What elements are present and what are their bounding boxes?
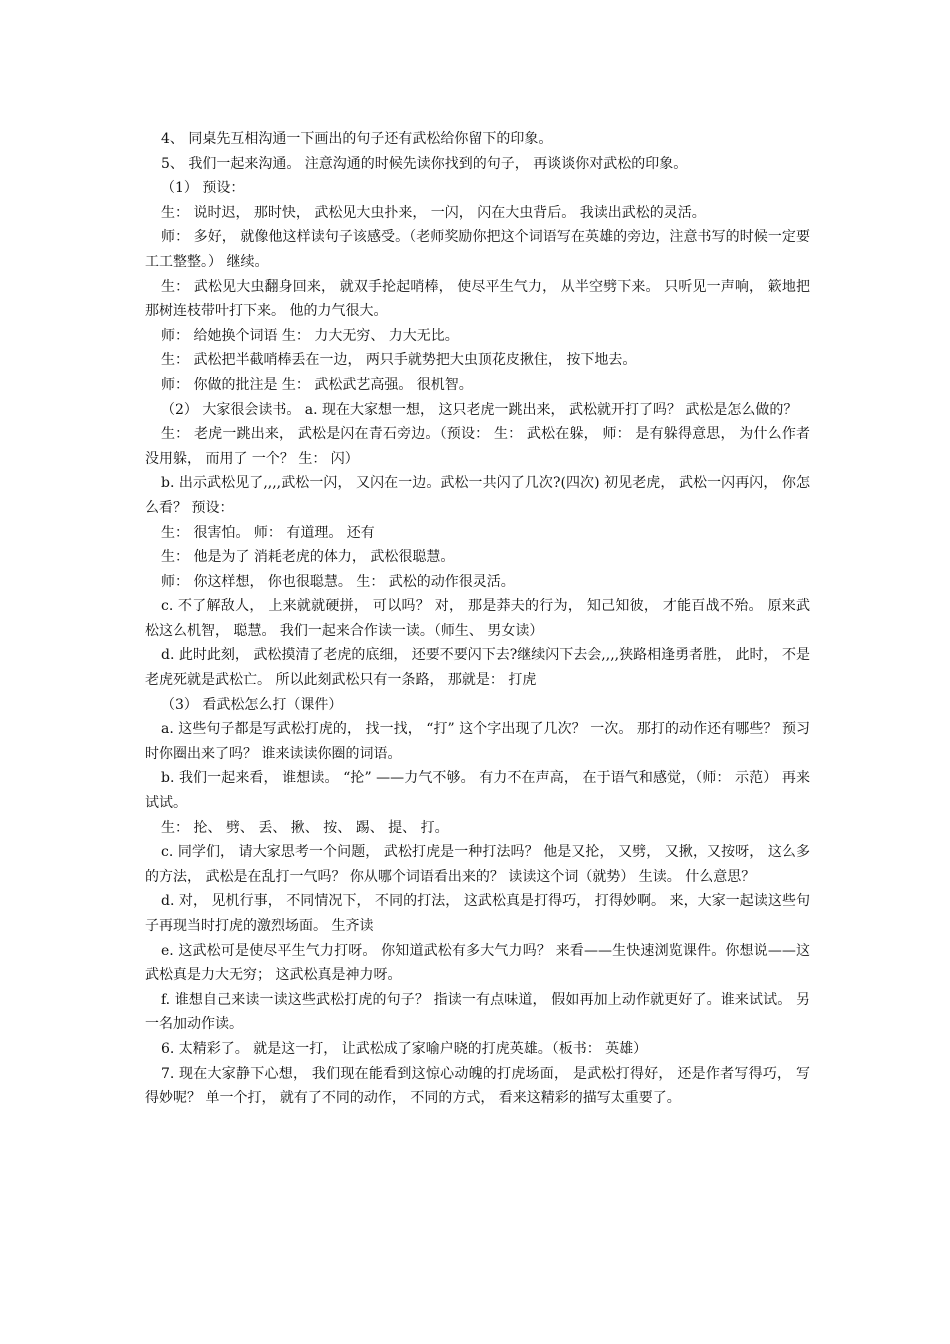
paragraph-student-4: 生： 老虎一跳出来， 武松是闪在青石旁边。（预设： 生： 武松在躲， 师： 是有躲得意思， 为什么作者没用躲， 而用了 一个？ 生： 闪） xyxy=(145,426,810,467)
paragraph-student-7: 生： 抡、 劈、 丢、 揪、 按、 踢、 提、 打。 xyxy=(161,819,449,836)
paragraph-item-d2: d. 对， 见机行事， 不同情况下， 不同的打法， 这武松真是打得巧， 打得妙啊。 来，大家一起读这些句子再现当时打虎的激烈场面。 生齐读 xyxy=(145,893,810,934)
paragraph-item-c2: c. 同学们， 请大家思考一个问题， 武松打虎是一种打法吗？ 他是又抡， 又劈， 又揪，又按呀， 这么多的方法， 武松是在乱打一气吗？ 你从哪个词语看出来的？ 读读这个词（就势） 生读。 什么意思？ xyxy=(145,844,810,885)
paragraph-student-1: 生： 说时迟， 那时快， 武松见大虫扑来， 一闪， 闪在大虫背后。 我读出武松的灵活。 xyxy=(161,204,706,221)
paragraph-item-d: d. 此时此刻， 武松摸清了老虎的底细， 还要不要闪下去?继续闪下去会,,,,狭路相逢勇者胜， 此时， 不是老虎死就是武松亡。 所以此刻武松只有一条路， 那就是： 打虎 xyxy=(145,647,810,689)
paragraph-item-b2: b. 我们一起来看， 谁想读。 “抡” ——力气不够。 有力不在声高， 在于语气和感觉，（师： 示范） 再来试试。 xyxy=(145,770,810,812)
paragraph-section-2: （2） 大家很会读书。 a. 现在大家想一想， 这只老虎一跳出来， 武松就开打了吗？ 武松是怎么做的？ xyxy=(161,401,798,418)
paragraph-teacher-1: 师： 多好， 就像他这样读句子该感受。（老师奖励你把这个词语写在英雄的旁边，注意书写的时候一定要工工整整。） 继续。 xyxy=(145,229,810,270)
paragraph-teacher-4: 师： 你这样想， 你也很聪慧。 生： 武松的动作很灵活。 xyxy=(161,573,515,590)
paragraph-item-c: c. 不了解敌人， 上来就就硬拼， 可以吗？ 对， 那是莽夫的行为， 知己知彼， 才能百战不殆。 原来武松这么机智， 聪慧。 我们一起来合作读一读。（师生、 男女读） xyxy=(145,598,810,639)
paragraph-section-3: （3） 看武松怎么打（课件） xyxy=(161,696,343,713)
document-page xyxy=(145,127,810,1111)
paragraph-student-6: 生： 他是为了 消耗老虎的体力， 武松很聪慧。 xyxy=(161,549,455,566)
paragraph-teacher-3: 师： 你做的批注是 生： 武松武艺高强。 很机智。 xyxy=(161,376,473,393)
paragraph-step-7: 7. 现在大家静下心想， 我们现在能看到这惊心动魄的打虎场面， 是武松打得好， 还是作者写得巧， 写得妙呢？ 单一个打， 就有了不同的动作， 不同的方式， 看来这精彩的描写太重要了。 xyxy=(145,1065,810,1107)
paragraph-teacher-2: 师： 给她换个词语 生： 力大无穷、 力大无比。 xyxy=(161,327,459,344)
paragraph-item-f2: f. 谁想自己来读一读这些武松打虎的句子？ 指读一有点味道， 假如再加上动作就更好了。谁来试试。 另一名加动作读。 xyxy=(145,991,810,1033)
paragraph-item-e2: e. 这武松可是使尽平生气力打呀。 你知道武松有多大气力吗？ 来看——生快速浏览课件。你想说——这武松真是力大无穷； 这武松真是神力呀。 xyxy=(145,942,810,984)
paragraph-preset-1: （1） 预设： xyxy=(161,180,245,197)
paragraph-step-6: 6. 太精彩了。 就是这一打， 让武松成了家喻户晓的打虎英雄。（板书： 英雄） xyxy=(161,1040,648,1057)
paragraph-step-4: 4、 同桌先互相沟通一下画出的句子还有武松给你留下的印象。 xyxy=(161,131,553,147)
paragraph-student-5: 生： 很害怕。 师： 有道理。 还有 xyxy=(161,524,375,541)
paragraph-student-2: 生： 武松见大虫翻身回来， 就双手抡起哨棒， 使尽平生气力， 从半空劈下来。 只听见一声响， 簌地把那树连枝带叶打下来。 他的力气很大。 xyxy=(145,278,810,320)
paragraph-item-b: b. 出示武松见了,,,,武松一闪， 又闪在一边。武松一共闪了几次?(四次) 初见老虎， 武松一闪再闪， 你怎么看？ 预设： xyxy=(145,475,810,516)
paragraph-item-a2: a. 这些句子都是写武松打虎的， 找一找， “打” 这个字出现了几次？ 一次。 那打的动作还有哪些？ 预习时你圈出来了吗？ 谁来读读你圈的词语。 xyxy=(145,721,810,762)
paragraph-student-3: 生： 武松把半截哨棒丢在一边， 两只手就势把大虫顶花皮揪住， 按下地去。 xyxy=(161,352,637,369)
paragraph-step-5: 5、 我们一起来沟通。 注意沟通的时候先读你找到的句子， 再谈谈你对武松的印象。 xyxy=(161,155,688,172)
